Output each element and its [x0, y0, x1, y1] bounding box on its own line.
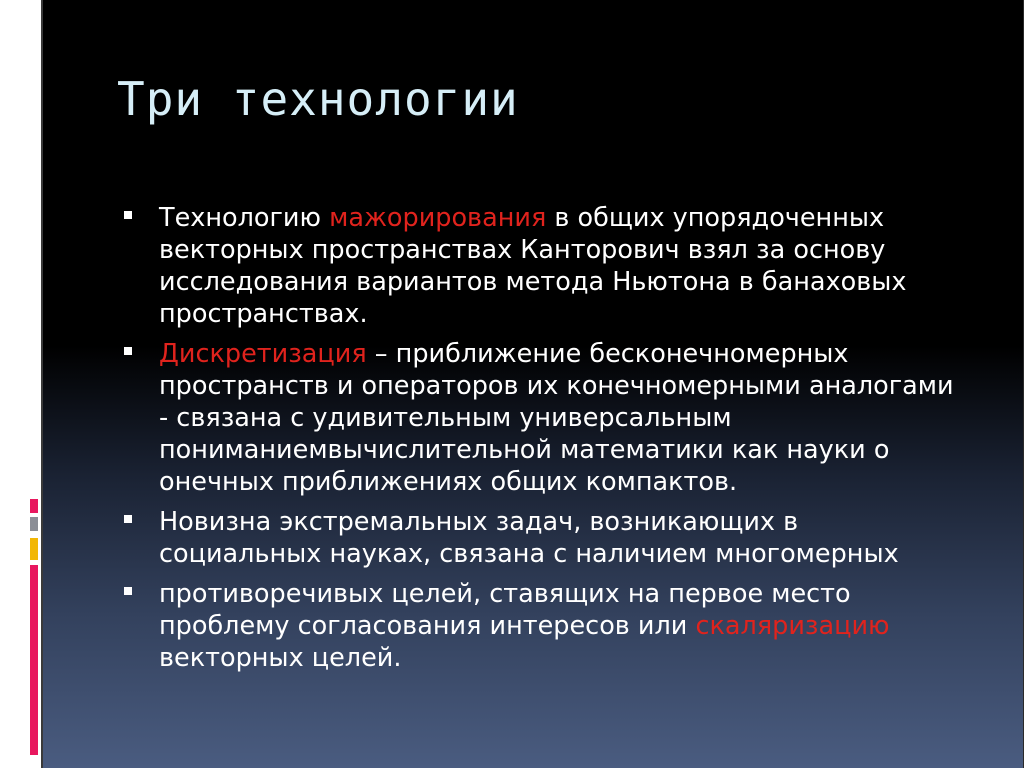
bullet-item	[118, 506, 958, 570]
accent-bar-pink-long	[30, 565, 38, 755]
bullet-text: векторных целей.	[159, 643, 402, 673]
bullet-square-icon	[124, 347, 132, 355]
bullet-item	[118, 338, 958, 498]
bullet-list	[118, 202, 958, 682]
bullet-square-icon	[124, 211, 132, 219]
bullet-square-icon	[124, 515, 132, 523]
bullet-text: противоречивых целей, ставящих на первое место проблему согласования интересов или	[159, 579, 851, 641]
slide-title: Три технологии	[117, 72, 519, 126]
highlighted-term: скаляризацию	[695, 611, 890, 641]
accent-bar-yellow	[30, 538, 38, 560]
bullet-item	[118, 578, 958, 674]
accent-bar-gray	[30, 517, 38, 531]
bullet-text: Новизна экстремальных задач, возникающих в социальных науках, связана с наличием многомерных	[159, 507, 899, 569]
highlighted-term: мажорирования	[329, 203, 547, 233]
highlighted-term: Дискретизация	[159, 339, 367, 369]
bullet-text: Технологию	[159, 203, 330, 233]
slide-edge-line	[41, 0, 43, 768]
bullet-square-icon	[124, 587, 132, 595]
accent-bar-pink-top	[30, 499, 38, 513]
bullet-text: в общих упорядоченных векторных пространствах Канторович взял за основу исследования вариантов метода Ньютона в банаховых пространствах.	[159, 203, 907, 329]
bullet-text: – приближение бесконечномерных пространств и операторов их конечномерными аналогами - связана с удивительным универсальным пониманиемвычислительной математики как науки о онечных приближениях общих компактов.	[159, 339, 954, 497]
bullet-item	[118, 202, 958, 330]
